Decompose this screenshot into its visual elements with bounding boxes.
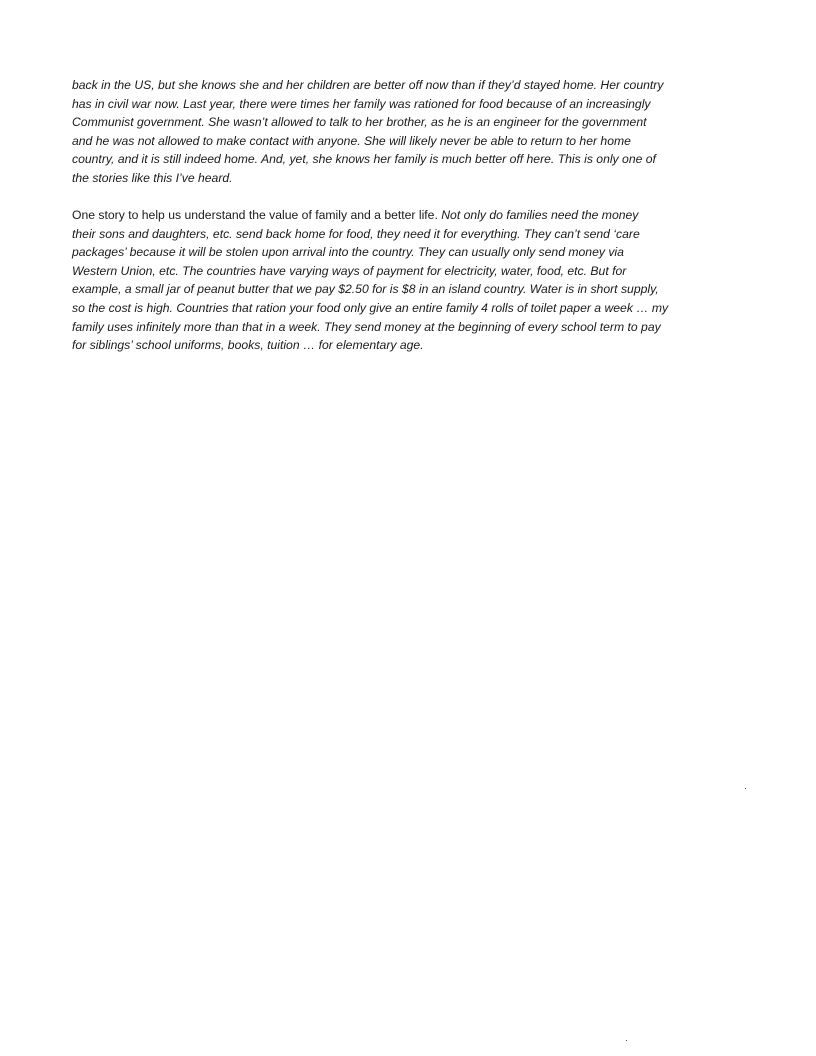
text-run: for siblings’ school uniforms, books, tuition … for elementary age. [72,338,424,353]
text-line [72,280,762,299]
text-run: so the cost is high. Countries that ration your food only give an entire family 4 rolls of toilet paper a week … my [72,300,669,315]
text-run: packages’ because it will be stolen upon arrival into the country. They can usually only send money via [72,245,624,260]
text-line [72,169,762,188]
paragraph [72,76,762,188]
text-line [72,225,762,244]
text-line [72,318,762,337]
text-run: their sons and daughters, etc. send back home for food, they need it for everything. They can’t send ‘care [72,226,640,241]
scan-speck [745,788,746,789]
text-run: the stories like this I’ve heard. [72,170,233,185]
text-run: Western Union, etc. The countries have varying ways of payment for electricity, water, food, etc. But for [72,263,627,278]
text-line [72,95,762,114]
text-line [72,76,762,95]
text-line [72,132,762,151]
text-line [72,299,762,318]
scan-speck [626,1040,627,1041]
paragraph [72,206,762,355]
text-line [72,262,762,281]
text-line [72,336,762,355]
text-run: family uses infinitely more than that in a week. They send money at the beginning of every school term to pay [72,319,661,334]
text-run: back in the US, but she knows she and her children are better off now than if they’d stayed home. Her country [72,78,664,92]
text-run: Not only do families need the money [441,208,639,222]
text-run: country, and it is still indeed home. And, yet, she knows her family is much better off here. This is only one of [72,152,656,167]
text-line [72,206,762,225]
text-run: has in civil war now. Last year, there were times her family was rationed for food because of an increasingly [72,96,651,111]
text-line [72,150,762,169]
text-line [72,113,762,132]
text-run: Communist government. She wasn’t allowed to talk to her brother, as he is an engineer for the government [72,115,647,130]
text-run: example, a small jar of peanut butter that we pay $2.50 for is $8 in an island country. Water is in short supply, [72,282,659,297]
text-run: and he was not allowed to make contact with anyone. She will likely never be able to return to her home [72,133,631,148]
text-run: One story to help us understand the value of family and a better life. [72,208,442,222]
text-line [72,243,762,262]
